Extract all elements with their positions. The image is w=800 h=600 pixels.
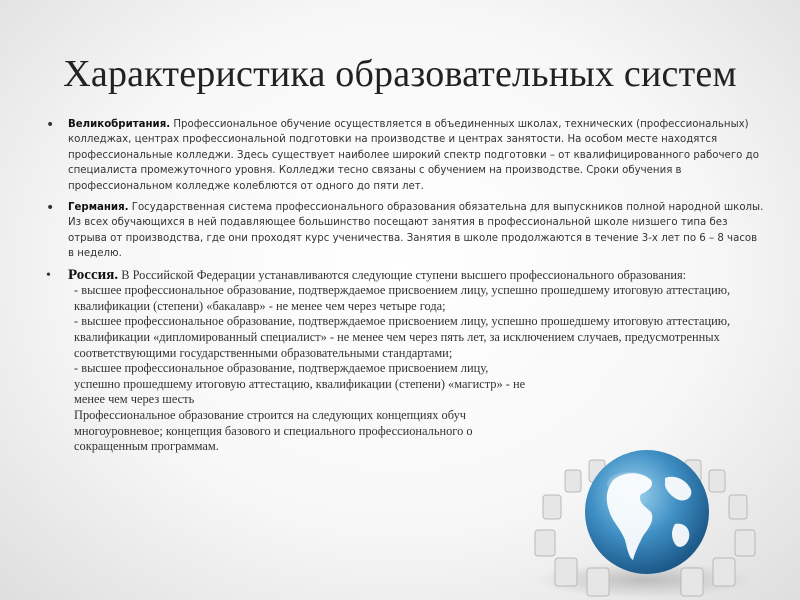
- country-name: Германия.: [68, 202, 129, 214]
- bullet-germany: [46, 200, 764, 262]
- globe-with-chairs-illustration: [525, 440, 765, 600]
- bullet-russia: [46, 268, 764, 455]
- country-name: Великобритания.: [68, 119, 171, 130]
- degree-item-specialist: - высшее профессиональное образование, подтверждаемое присвоением лицу, успешно прошедшему итоговую аттестацию, квалификации «дипломированный специалист» - не менее чем через пять лет, за исключением случаев, предусмотренных соответствующими государственными образовательными стандартами;: [74, 314, 731, 360]
- closing-text: Профессиональное образование строится на следующих концепциях обуч многоуровневое; концепция базового и специального профессионального о сокращенным программам.: [74, 408, 473, 454]
- bullet-dot: •: [46, 267, 51, 283]
- bullet-text: Профессиональное обучение осуществляется в объединенных школах, технических (профессиональных) колледжах, центрах профессиональной подготовки на производстве и центрах занятости. На особом месте находятся профессиональные колледжи. Здесь существует наиболее широкий спектр подготовки – от квалифицированного рабочего до специалиста промежуточного уровня. Колледжи тесно связаны с обучением на производстве. Сроки обучения в профессиональном колледже колеблются от одного до пяти лет.: [68, 119, 759, 192]
- degree-item-master: - высшее профессиональное образование, подтверждаемое присвоением лицу, успешно прошедшему итоговую аттестацию, квалификации (степени) «магистр» - не менее чем через шесть: [74, 361, 526, 407]
- slide-title: Характеристика образовательных систем: [63, 53, 737, 95]
- slide-content: [46, 117, 764, 461]
- degree-item-bachelor: - высшее профессиональное образование, подтверждаемое присвоением лицу, успешно прошедшему итоговую аттестацию, квалификации (степени) «бакалавр» - не менее чем через четыре года;: [74, 283, 731, 313]
- bullet-great-britain: [46, 117, 764, 194]
- bullet-dot: •: [46, 200, 55, 217]
- country-name: Россия.: [68, 266, 119, 283]
- degree-list: [68, 283, 764, 408]
- bullet-dot: •: [46, 117, 55, 133]
- bullet-text: Государственная система профессионального образования обязательна для выпускников полной народной школы. Из всех обучающихся в ней подавляющее большинство посещают занятия в профессиональной школе низшего типа без отрыва от производства, где они проходят курс ученичества. Занятия в школе продолжаются в течение 3-х лет по 6 – 8 часов в неделю.: [68, 202, 764, 260]
- bullet-intro: В Российской Федерации устанавливаются следующие ступени высшего профессионального образования:: [121, 267, 687, 282]
- globe-highlight: [607, 472, 651, 496]
